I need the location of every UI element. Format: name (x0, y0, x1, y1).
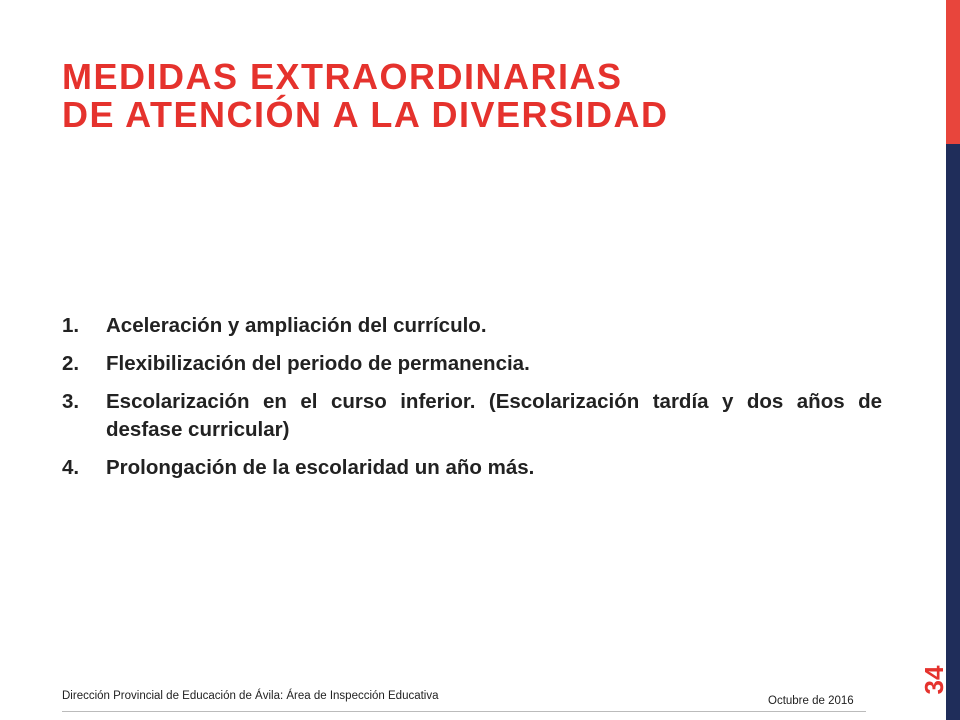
list-item (62, 350, 882, 378)
slide-title (62, 58, 922, 134)
title-line-1: MEDIDAS EXTRAORDINARIAS (62, 56, 623, 97)
list-item-number: 2. (62, 352, 80, 375)
footer-date: Octubre de 2016 (768, 695, 854, 707)
list-item-text: Aceleración y ampliación del currículo. (106, 314, 487, 337)
list-item-text: Prolongación de la escolaridad un año más. (106, 456, 535, 479)
list-item-text: Escolarización en el curso inferior. (Escolarización tardía y dos años de desfase curricular) (106, 390, 882, 441)
page-number: 34 (919, 665, 949, 695)
footer-divider (62, 711, 866, 712)
list-item-number: 1. (62, 314, 80, 337)
list-item-text: Flexibilización del periodo de permanencia. (106, 352, 530, 375)
list-item-number: 4. (62, 456, 80, 479)
list-item (62, 388, 882, 444)
side-accent-bar-red (946, 0, 960, 144)
side-accent-bar-blue (946, 144, 960, 720)
list-item (62, 454, 882, 482)
list-item (62, 312, 882, 340)
footer-organization: Dirección Provincial de Educación de Ávila: Área de Inspección Educativa (62, 690, 439, 702)
list-item-number: 3. (62, 390, 80, 413)
title-line-2: DE ATENCIÓN A LA DIVERSIDAD (62, 94, 669, 135)
measures-list (62, 312, 882, 492)
